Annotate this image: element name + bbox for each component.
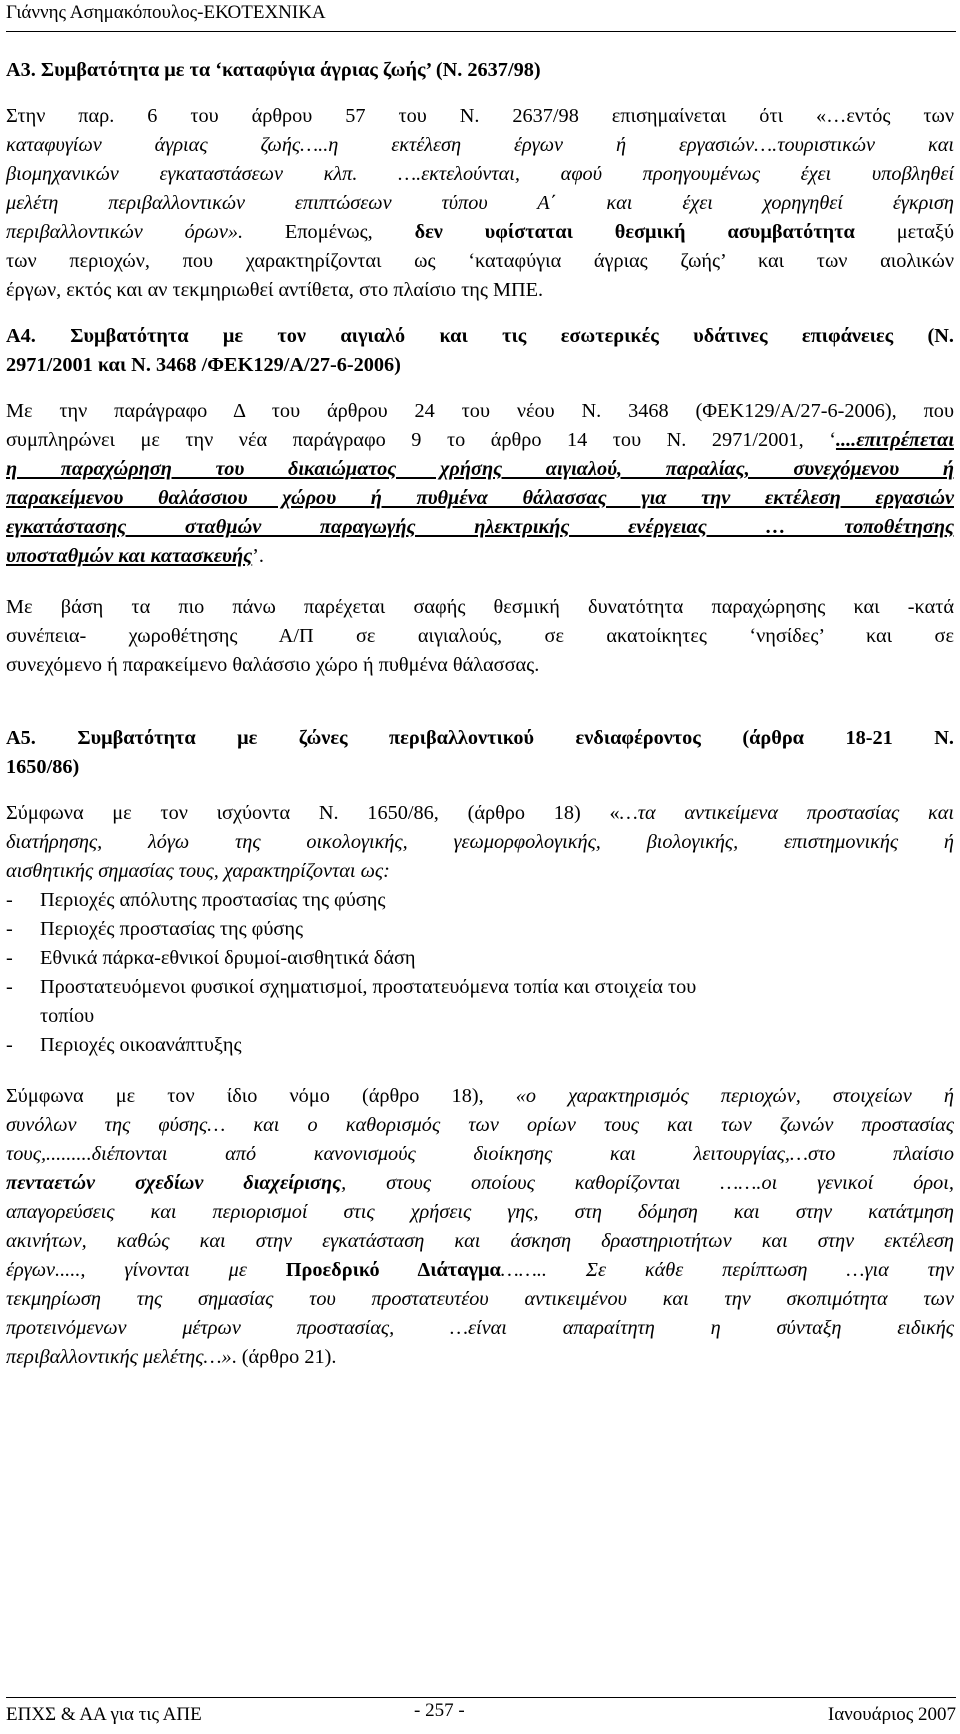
footer-date: Ιανουάριος 2007 <box>827 1704 956 1725</box>
text-line: συνόλων της φύσης… και ο καθορισμός των ορίων τους και των ζωνών προστασίας <box>6 1114 954 1136</box>
list-item: τοπίου <box>40 1005 95 1027</box>
page-footer <box>6 1697 956 1730</box>
section-a3-heading: Α3. Συμβατότητα με τα ‘καταφύγια άγριας ζωής’ (Ν. 2637/98) <box>6 59 541 81</box>
text-line: αισθητικής σημασίας τους, χαρακτηρίζονται ως: <box>6 860 390 882</box>
text-line: υποσταθμών και κατασκευής’. <box>6 545 264 567</box>
page-header <box>6 0 956 32</box>
text-line: ακινήτων, καθώς και στην εγκατάσταση και άσκηση δραστηριοτήτων και στην εκτέλεση <box>6 1230 954 1252</box>
text-line: περιβαλλοντικών όρων». Επομένως, δεν υφίσταται θεσμική ασυμβατότητα μεταξύ <box>6 221 954 243</box>
section-a4-paragraph-2 <box>6 593 954 680</box>
list-item: - Προστατευόμενοι φυσικοί σχηματισμοί, προστατευόμενα τοπία και στοιχεία του <box>6 976 697 998</box>
text-line: διατήρησης, λόγω της οικολογικής, γεωμορφολογικής, βιολογικής, επιστημονικής ή <box>6 831 954 853</box>
section-a5-heading: Α5. Συμβατότητα με ζώνες περιβαλλοντικού ενδιαφέροντος (άρθρα 18-21 Ν. <box>6 727 954 749</box>
section-a5-paragraph-2 <box>6 1082 954 1372</box>
text-line: έργων, εκτός και αν τεκμηριωθεί αντίθετα, στο πλαίσιο της ΜΠΕ. <box>6 279 544 301</box>
text-line: Με την παράγραφο Δ του άρθρου 24 του νέου Ν. 3468 (ΦΕΚ129/Α/27-6-2006), που <box>6 400 954 422</box>
text-line: συνεχόμενο ή παρακείμενο θαλάσσιο χώρο ή πυθμένα θάλασσας. <box>6 654 540 676</box>
protection-categories-list <box>6 886 954 1060</box>
text-line: των περιοχών, που χαρακτηρίζονται ως ‘καταφύγια άγριας ζωής’ και των αιολικών <box>6 250 954 272</box>
section-a3-paragraph <box>6 102 954 305</box>
text-line: Στην παρ. 6 του άρθρου 57 του Ν. 2637/98 επισημαίνεται ότι «…εντός των <box>6 105 954 127</box>
text-line: τους,.........διέπονται από κανονισμούς διοίκησης και λειτουργίας,…στο πλαίσιο <box>6 1143 954 1165</box>
text-line: έργων....., γίνονται με Προεδρικό Διάταγμα…….. Σε κάθε περίπτωση …για την <box>6 1259 954 1281</box>
section-a5-paragraph <box>6 799 954 886</box>
text-line: η παραχώρηση του δικαιώματος χρήσης αιγιαλού, παραλίας, συνεχόμενου ή <box>6 458 954 480</box>
section-a5-heading-cont: 1650/86) <box>6 756 80 778</box>
text-line: προτεινόμενων μέτρων προστασίας, …είναι απαραίτητη η σύνταξη ειδικής <box>6 1317 954 1339</box>
text-line: συμπληρώνει με την νέα παράγραφο 9 το άρθρο 14 του Ν. 2971/2001, ‘....επιτρέπεται <box>6 429 954 451</box>
text-line: παρακείμενου θαλάσσιου χώρου ή πυθμένα θάλασσας για την εκτέλεση εργασιών <box>6 487 954 509</box>
page-number: - 257 - <box>414 1700 465 1721</box>
section-a4-heading-cont: 2971/2001 και Ν. 3468 /ΦΕΚ129/Α/27-6-2006) <box>6 354 401 376</box>
text-line: συνέπεια- χωροθέτησης Α/Π σε αιγιαλούς, σε ακατοίκητες ‘νησίδες’ και σε <box>6 625 954 647</box>
text-line: Σύμφωνα με τον ισχύοντα Ν. 1650/86, (άρθρο 18) «…τα αντικείμενα προστασίας και <box>6 802 954 824</box>
text-line: μελέτη περιβαλλοντικών επιπτώσεων τύπου Α΄ και έχει χορηγηθεί έγκριση <box>6 192 954 214</box>
list-item: - Περιοχές οικοανάπτυξης <box>6 1034 242 1056</box>
text-line: Σύμφωνα με τον ίδιο νόμο (άρθρο 18), «ο χαρακτηρισμός περιοχών, στοιχείων ή <box>6 1085 954 1107</box>
header-title: Γιάννης Ασημακόπουλος-ΕΚΟΤΕΧΝΙΚΑ <box>6 2 326 23</box>
list-item: - Εθνικά πάρκα-εθνικοί δρυμοί-αισθητικά δάση <box>6 947 416 969</box>
text-line: περιβαλλοντικής μελέτης…». (άρθρο 21). <box>6 1346 337 1368</box>
text-line: Με βάση τα πιο πάνω παρέχεται σαφής θεσμική δυνατότητα παραχώρησης και -κατά <box>6 596 954 618</box>
text-line: εγκατάστασης σταθμών παραγωγής ηλεκτρικής ενέργειας … τοποθέτησης <box>6 516 954 538</box>
section-a4-heading: Α4. Συμβατότητα με τον αιγιαλό και τις εσωτερικές υδάτινες επιφάνειες (Ν. <box>6 325 954 347</box>
footer-document-title: ΕΠΧΣ & ΑΑ για τις ΑΠΕ <box>6 1704 202 1725</box>
section-a4-paragraph <box>6 397 954 571</box>
document-body <box>6 56 954 1372</box>
list-item: - Περιοχές προστασίας της φύσης <box>6 918 304 940</box>
list-item: - Περιοχές απόλυτης προστασίας της φύσης <box>6 889 386 911</box>
text-line: τεκμηρίωση της σημασίας του προστατευτέου αντικειμένου και την σκοπιμότητα των <box>6 1288 954 1310</box>
text-line: καταφυγίων άγριας ζωής…..η εκτέλεση έργων ή εργασιών….τουριστικών και <box>6 134 954 156</box>
text-line: πενταετών σχεδίων διαχείρισης, στους οποίους καθορίζονται …….οι γενικοί όροι, <box>6 1172 954 1194</box>
text-line: απαγορεύσεις και περιορισμοί στις χρήσεις γης, στη δόμηση και στην κατάτμηση <box>6 1201 954 1223</box>
text-line: βιομηχανικών εγκαταστάσεων κλπ. ….εκτελούνται, αφού προηγουμένως έχει υποβληθεί <box>6 163 954 185</box>
